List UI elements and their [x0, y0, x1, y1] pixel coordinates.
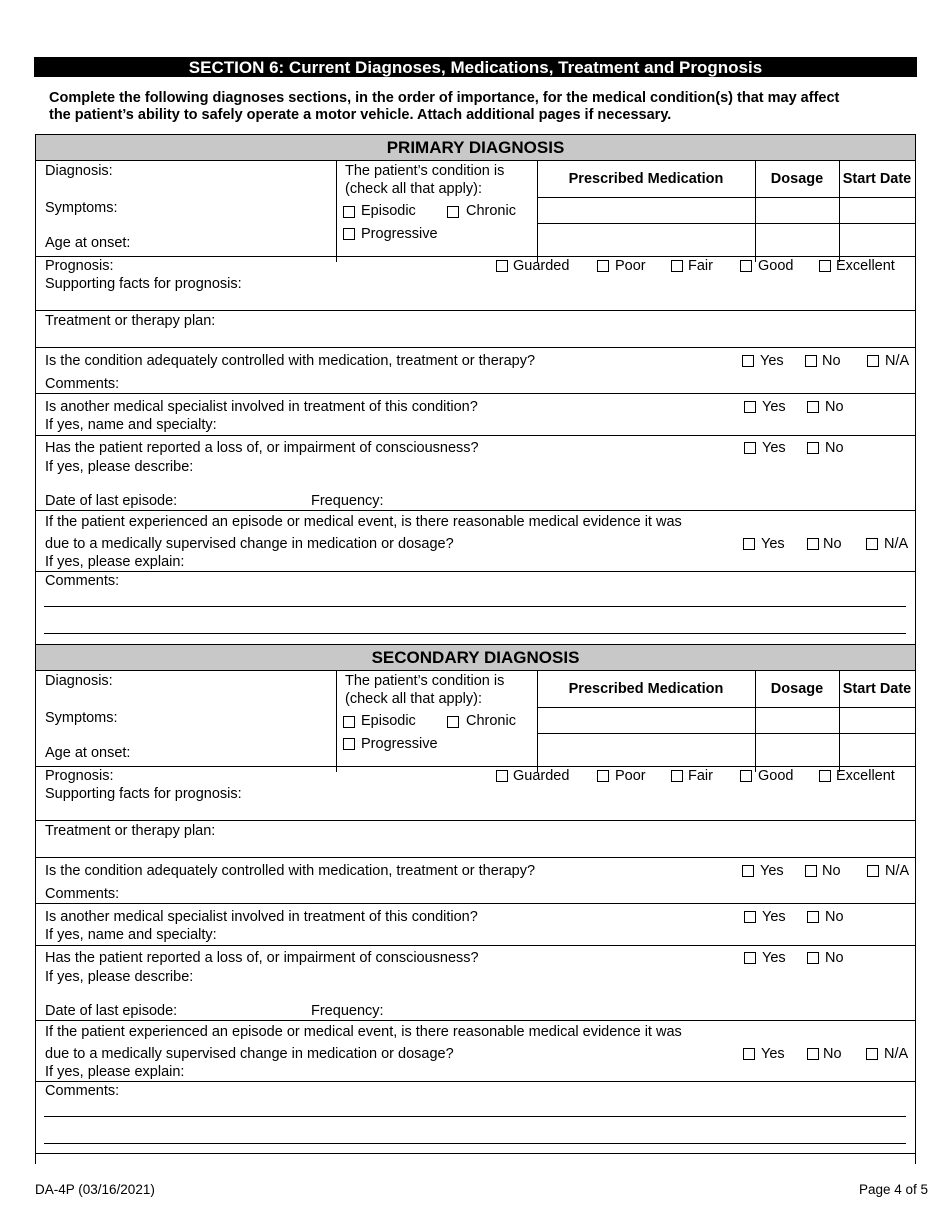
explain-label: If yes, please explain: — [45, 1064, 185, 1080]
column-rule — [915, 134, 916, 654]
condition-label-line2: (check all that apply): — [345, 181, 483, 197]
dosage-header: Dosage — [770, 681, 824, 697]
rule-line — [44, 633, 906, 634]
rule-line — [35, 393, 915, 394]
no-label: No — [823, 536, 842, 552]
progressive-checkbox[interactable] — [343, 228, 355, 240]
no-label: No — [825, 399, 844, 415]
rule-line — [35, 256, 915, 257]
specialist-yes-checkbox[interactable] — [744, 911, 756, 923]
guarded-checkbox[interactable] — [496, 260, 508, 272]
start-date-header: Start Date — [842, 681, 912, 697]
rule-line — [35, 435, 915, 436]
controlled-no-checkbox[interactable] — [805, 355, 817, 367]
yes-label: Yes — [761, 536, 785, 552]
controlled-na-checkbox[interactable] — [867, 865, 879, 877]
poor-label: Poor — [615, 768, 646, 784]
event-yes-checkbox[interactable] — [743, 1048, 755, 1060]
no-label: No — [822, 863, 841, 879]
explain-label: If yes, please explain: — [45, 554, 185, 570]
episodic-label: Episodic — [361, 203, 416, 219]
progressive-label: Progressive — [361, 736, 438, 752]
form-id: DA-4P (03/16/2021) — [35, 1182, 155, 1197]
last-episode-label: Date of last episode: — [45, 493, 178, 509]
intro-line-2: the patient’s ability to safely operate a motor vehicle. Attach additional pages if necessary. — [49, 107, 672, 123]
rule-line — [35, 347, 915, 348]
excellent-label: Excellent — [836, 768, 895, 784]
primary-diagnosis-block — [0, 134, 950, 644]
event-question-line2: due to a medically supervised change in medication or dosage? — [45, 1046, 454, 1062]
episodic-label: Episodic — [361, 713, 416, 729]
good-label: Good — [758, 768, 794, 784]
event-no-checkbox[interactable] — [807, 538, 819, 550]
specialist-name-label: If yes, name and specialty: — [45, 417, 217, 433]
na-label: N/A — [885, 863, 910, 879]
rule-line — [44, 1116, 906, 1117]
poor-checkbox[interactable] — [597, 770, 609, 782]
comments-label: Comments: — [45, 573, 120, 589]
chronic-checkbox[interactable] — [447, 716, 459, 728]
yes-label: Yes — [762, 440, 786, 456]
controlled-question: Is the condition adequately controlled with medication, treatment or therapy? — [45, 353, 536, 369]
event-question-line2: due to a medically supervised change in medication or dosage? — [45, 536, 454, 552]
na-label: N/A — [884, 536, 909, 552]
diagnosis-label: Diagnosis: — [45, 673, 113, 689]
consciousness-yes-checkbox[interactable] — [744, 952, 756, 964]
column-rule — [336, 670, 337, 772]
condition-label-line1: The patient’s condition is — [345, 673, 505, 689]
prescribed-medication-header: Prescribed Medication — [568, 681, 724, 697]
consciousness-yes-checkbox[interactable] — [744, 442, 756, 454]
no-label: No — [825, 909, 844, 925]
rule-line — [35, 310, 915, 311]
diagnosis-title: SECONDARY DIAGNOSIS — [36, 645, 915, 670]
rule-line — [537, 707, 915, 708]
guarded-label: Guarded — [513, 768, 570, 784]
yes-label: Yes — [761, 1046, 785, 1062]
diagnosis-title: PRIMARY DIAGNOSIS — [36, 135, 915, 160]
poor-label: Poor — [615, 258, 646, 274]
episodic-checkbox[interactable] — [343, 206, 355, 218]
rule-line — [537, 223, 915, 224]
prognosis-label: Prognosis: — [45, 768, 114, 784]
dosage-header: Dosage — [770, 171, 824, 187]
rule-line — [44, 1143, 906, 1144]
rule-line — [35, 903, 915, 904]
fair-checkbox[interactable] — [671, 770, 683, 782]
progressive-label: Progressive — [361, 226, 438, 242]
age-onset-label: Age at onset: — [45, 235, 131, 251]
rule-line — [35, 670, 915, 671]
specialist-name-label: If yes, name and specialty: — [45, 927, 217, 943]
rule-line — [537, 197, 915, 198]
chronic-checkbox[interactable] — [447, 206, 459, 218]
symptoms-label: Symptoms: — [45, 200, 118, 216]
chronic-label: Chronic — [466, 203, 516, 219]
rule-line — [44, 606, 906, 607]
rule-line — [35, 1020, 915, 1021]
na-label: N/A — [885, 353, 910, 369]
treatment-plan-label: Treatment or therapy plan: — [45, 823, 216, 839]
column-rule — [336, 160, 337, 262]
frequency-label: Frequency: — [311, 1003, 384, 1019]
consciousness-no-checkbox[interactable] — [807, 442, 819, 454]
form-bottom-border — [35, 1153, 915, 1154]
column-rule — [35, 134, 36, 654]
describe-label: If yes, please describe: — [45, 459, 194, 475]
condition-label-line2: (check all that apply): — [345, 691, 483, 707]
column-rule — [35, 644, 36, 1164]
excellent-checkbox[interactable] — [819, 770, 831, 782]
progressive-checkbox[interactable] — [343, 738, 355, 750]
fair-label: Fair — [688, 768, 713, 784]
yes-label: Yes — [762, 399, 786, 415]
chronic-label: Chronic — [466, 713, 516, 729]
rule-line — [35, 857, 915, 858]
prognosis-label: Prognosis: — [45, 258, 114, 274]
event-question-line1: If the patient experienced an episode or medical event, is there reasonable medical evidence it was — [45, 1024, 682, 1040]
describe-label: If yes, please describe: — [45, 969, 194, 985]
consciousness-no-checkbox[interactable] — [807, 952, 819, 964]
no-label: No — [823, 1046, 842, 1062]
event-na-checkbox[interactable] — [866, 538, 878, 550]
start-date-header: Start Date — [842, 171, 912, 187]
guarded-checkbox[interactable] — [496, 770, 508, 782]
controlled-na-checkbox[interactable] — [867, 355, 879, 367]
poor-checkbox[interactable] — [597, 260, 609, 272]
na-label: N/A — [884, 1046, 909, 1062]
controlled-no-checkbox[interactable] — [805, 865, 817, 877]
section-title: SECTION 6: Current Diagnoses, Medications, Treatment and Prognosis — [34, 57, 917, 77]
specialist-yes-checkbox[interactable] — [744, 401, 756, 413]
diagnosis-label: Diagnosis: — [45, 163, 113, 179]
yes-label: Yes — [762, 909, 786, 925]
rule-line — [537, 733, 915, 734]
yes-label: Yes — [760, 863, 784, 879]
rule-line — [35, 945, 915, 946]
comments-label: Comments: — [45, 376, 120, 392]
episodic-checkbox[interactable] — [343, 716, 355, 728]
rule-line — [35, 1081, 915, 1082]
rule-line — [35, 160, 915, 161]
condition-label-line1: The patient’s condition is — [345, 163, 505, 179]
specialist-question: Is another medical specialist involved in treatment of this condition? — [45, 399, 478, 415]
event-question-line1: If the patient experienced an episode or medical event, is there reasonable medical evidence it was — [45, 514, 682, 530]
excellent-checkbox[interactable] — [819, 260, 831, 272]
rule-line — [35, 820, 915, 821]
good-checkbox[interactable] — [740, 260, 752, 272]
supporting-facts-label: Supporting facts for prognosis: — [45, 276, 242, 292]
rule-line — [35, 571, 915, 572]
rule-line — [35, 510, 915, 511]
specialist-no-checkbox[interactable] — [807, 401, 819, 413]
supporting-facts-label: Supporting facts for prognosis: — [45, 786, 242, 802]
intro-line-1: Complete the following diagnoses sections, in the order of importance, for the medical condition(s) that may affect — [49, 90, 840, 106]
event-na-checkbox[interactable] — [866, 1048, 878, 1060]
specialist-no-checkbox[interactable] — [807, 911, 819, 923]
yes-label: Yes — [762, 950, 786, 966]
yes-label: Yes — [760, 353, 784, 369]
controlled-yes-checkbox[interactable] — [742, 865, 754, 877]
excellent-label: Excellent — [836, 258, 895, 274]
consciousness-question: Has the patient reported a loss of, or impairment of consciousness? — [45, 440, 479, 456]
column-rule — [915, 644, 916, 1164]
guarded-label: Guarded — [513, 258, 570, 274]
no-label: No — [822, 353, 841, 369]
consciousness-question: Has the patient reported a loss of, or impairment of consciousness? — [45, 950, 479, 966]
event-yes-checkbox[interactable] — [743, 538, 755, 550]
event-no-checkbox[interactable] — [807, 1048, 819, 1060]
no-label: No — [825, 440, 844, 456]
controlled-question: Is the condition adequately controlled with medication, treatment or therapy? — [45, 863, 536, 879]
comments-label: Comments: — [45, 1083, 120, 1099]
good-label: Good — [758, 258, 794, 274]
secondary-diagnosis-block — [0, 644, 950, 1154]
controlled-yes-checkbox[interactable] — [742, 355, 754, 367]
comments-label: Comments: — [45, 886, 120, 902]
good-checkbox[interactable] — [740, 770, 752, 782]
last-episode-label: Date of last episode: — [45, 1003, 178, 1019]
symptoms-label: Symptoms: — [45, 710, 118, 726]
page-number: Page 4 of 5 — [858, 1182, 928, 1197]
specialist-question: Is another medical specialist involved in treatment of this condition? — [45, 909, 478, 925]
treatment-plan-label: Treatment or therapy plan: — [45, 313, 216, 329]
frequency-label: Frequency: — [311, 493, 384, 509]
rule-line — [35, 766, 915, 767]
no-label: No — [825, 950, 844, 966]
age-onset-label: Age at onset: — [45, 745, 131, 761]
prescribed-medication-header: Prescribed Medication — [568, 171, 724, 187]
fair-checkbox[interactable] — [671, 260, 683, 272]
fair-label: Fair — [688, 258, 713, 274]
